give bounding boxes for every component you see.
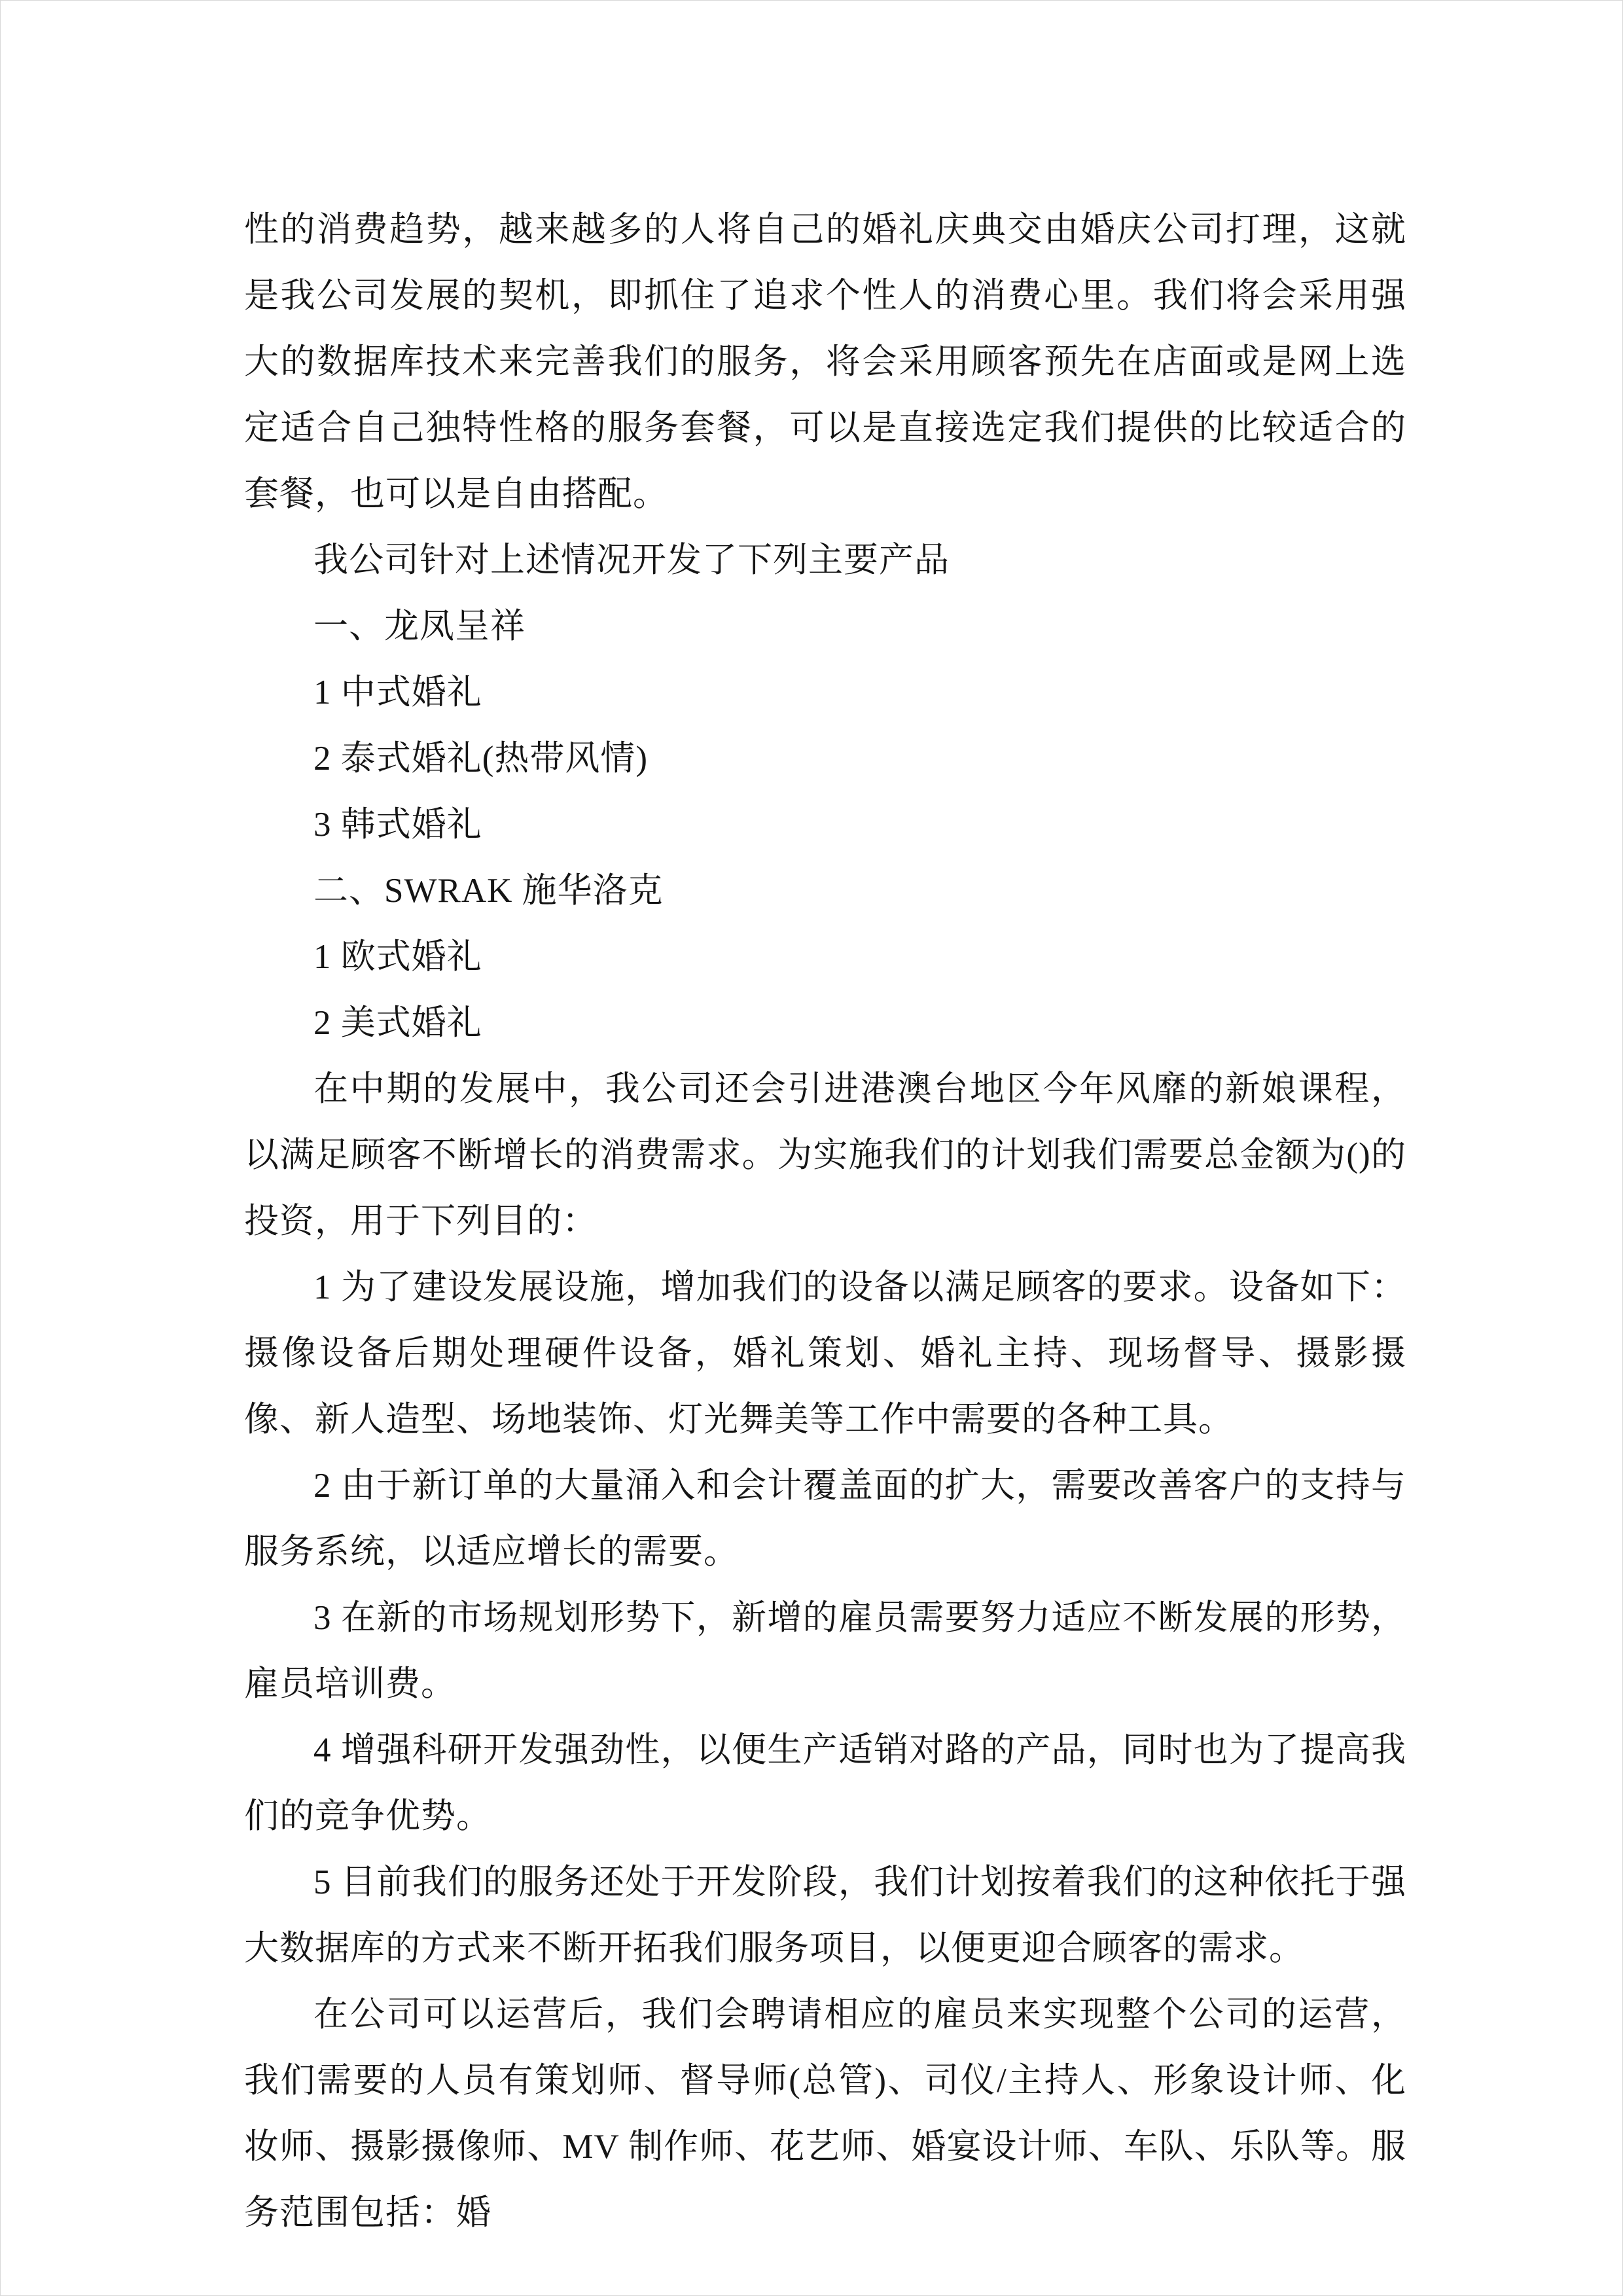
list-item: 1 欧式婚礼 — [313, 938, 482, 976]
list-heading: 二、SWRAK 施华洛克 — [313, 872, 664, 910]
paragraph: 我公司针对上述情况开发了下列主要产品 — [313, 541, 950, 579]
list-item: 3 韩式婚礼 — [313, 806, 482, 844]
numbered-paragraph: 1 为了建设发展设施，增加我们的设备以满足顾客的要求。设备如下：摄像设备后期处理硬件设备，婚礼策划、婚礼主持、现场督导、摄影摄像、新人造型、场地装饰、灯光舞美等工作中需要的各种工具。 — [244, 1268, 1406, 1439]
paragraph: 性的消费趋势，越来越多的人将自己的婚礼庆典交由婚庆公司打理，这就是我公司发展的契机，即抓住了追求个性人的消费心里。我们将会采用强大的数据库技术来完善我们的服务，将会采用顾客预先在店面或是网上选定适合自己独特性格的服务套餐，可以是直接选定我们提供的比较适合的套餐，也可以是自由搭配。 — [244, 211, 1406, 513]
numbered-paragraph: 3 在新的市场规划形势下，新增的雇员需要努力适应不断发展的形势，雇员培训费。 — [244, 1599, 1406, 1703]
paragraph: 在公司可以运营后，我们会聘请相应的雇员来实现整个公司的运营，我们需要的人员有策划师、督导师(总管)、司仪/主持人、形象设计师、化妆师、摄影摄像师、MV 制作师、花艺师、婚宴设计师、车队、乐队等。服务范围包括：婚 — [244, 1996, 1406, 2232]
list-item: 2 美式婚礼 — [313, 1004, 482, 1042]
numbered-paragraph: 2 由于新订单的大量涌入和会计覆盖面的扩大，需要改善客户的支持与服务系统，以适应增长的需要。 — [244, 1467, 1406, 1571]
paragraph: 在中期的发展中，我公司还会引进港澳台地区今年风靡的新娘课程，以满足顾客不断增长的消费需求。为实施我们的计划我们需要总金额为()的投资，用于下列目的： — [244, 1070, 1406, 1240]
list-item: 1 中式婚礼 — [313, 673, 482, 711]
numbered-paragraph: 5 目前我们的服务还处于开发阶段，我们计划按着我们的这种依托于强大数据库的方式来不断开拓我们服务项目，以便更迎合顾客的需求。 — [244, 1863, 1406, 1967]
numbered-paragraph: 4 增强科研开发强劲性，以便生产适销对路的产品，同时也为了提高我们的竞争优势。 — [244, 1731, 1406, 1835]
list-heading: 一、龙凤呈祥 — [313, 607, 526, 645]
list-item: 2 泰式婚礼(热带风情) — [313, 740, 649, 778]
